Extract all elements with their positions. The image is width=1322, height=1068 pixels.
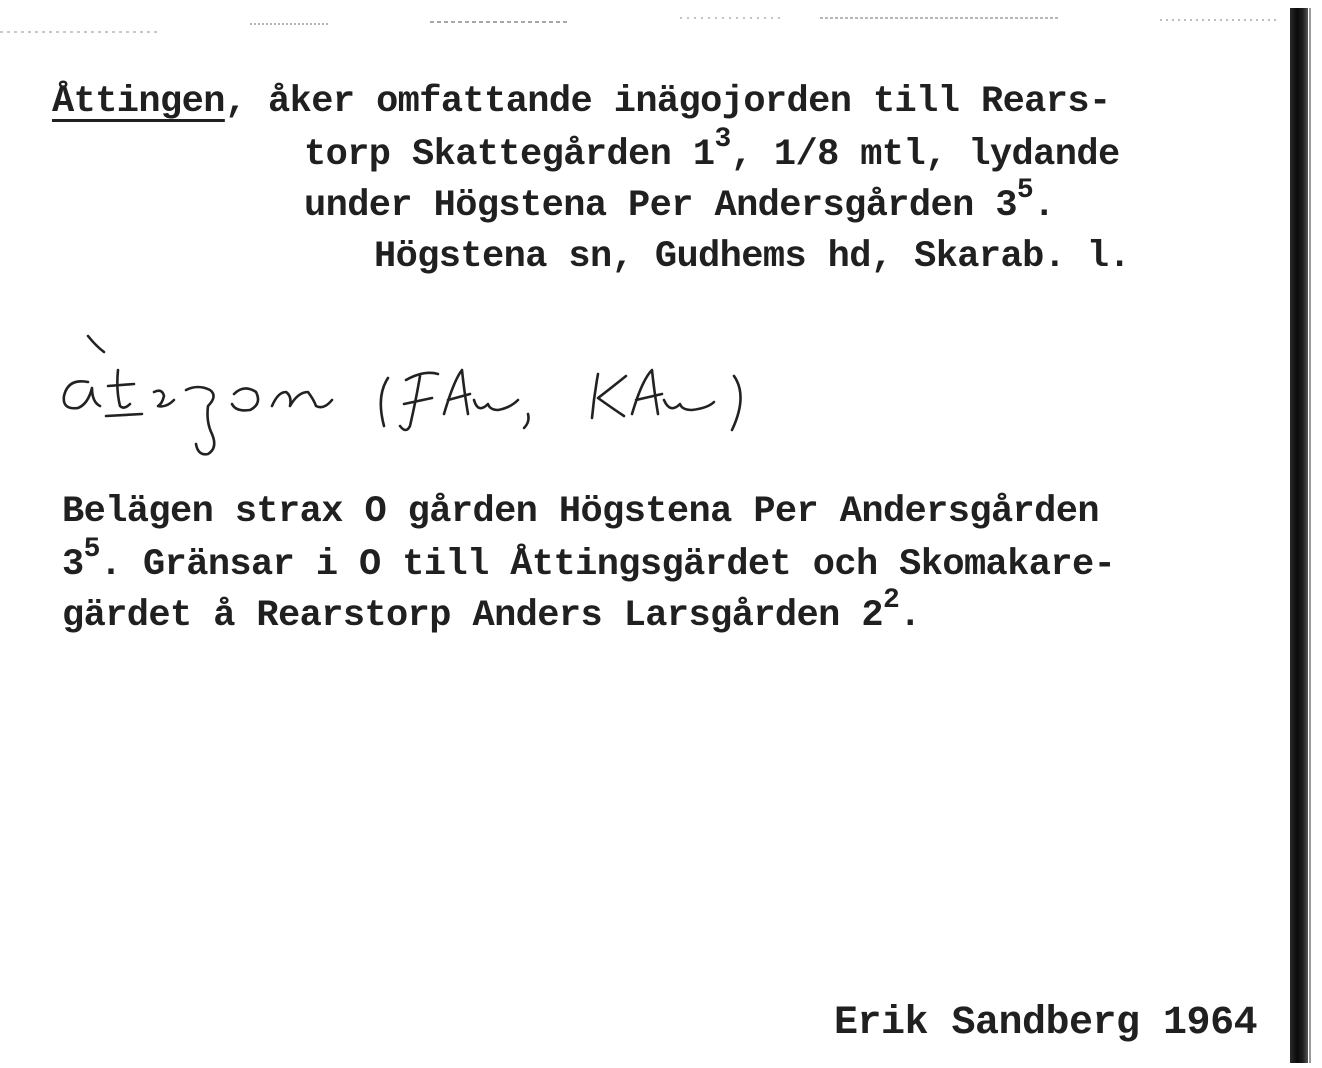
description-line-1: Belägen strax O gården Högstena Per Andersgården xyxy=(62,491,1099,533)
entry-line-3-superscript: 5 xyxy=(1016,175,1034,206)
entry-line-1-text: , åker omfattande inägojorden till Rears- xyxy=(224,81,1111,123)
entry-line-2-superscript: 3 xyxy=(714,124,731,155)
description-line-3 xyxy=(62,585,921,637)
description-line-2-text: . Gränsar i O till Åttingsgärdet och Skomakare- xyxy=(99,544,1116,586)
description-line-2 xyxy=(62,534,1116,586)
entry-line-1 xyxy=(52,81,1111,123)
description-line-2-superscript: 5 xyxy=(83,534,100,565)
description-line-3-text: gärdet å Rearstorp Anders Larsgården 2 xyxy=(62,595,883,637)
handwritten-pronunciation xyxy=(58,330,758,460)
entry-line-3-text: under Högstena Per Andersgården 3 xyxy=(304,185,1017,227)
entry-line-3-text-end: . xyxy=(1033,185,1055,227)
entry-headword: Åttingen xyxy=(52,81,225,123)
entry-line-2 xyxy=(304,124,1120,176)
entry-location: Högstena sn, Gudhems hd, Skarab. l. xyxy=(374,236,1131,278)
card-right-border-edge xyxy=(1309,8,1311,1063)
description-line-3-superscript: 2 xyxy=(882,585,900,616)
author-signature: Erik Sandberg 1964 xyxy=(834,1001,1258,1046)
card-top-edge xyxy=(0,12,1290,36)
card-right-border xyxy=(1290,8,1308,1063)
entry-line-3 xyxy=(304,175,1055,227)
entry-line-2-text-end: , 1/8 mtl, lydande xyxy=(730,134,1120,176)
entry-line-2-text: torp Skattegården 1 xyxy=(304,134,715,176)
description-line-3-text-end: . xyxy=(899,595,921,637)
description-line-2-number: 3 xyxy=(62,544,84,586)
